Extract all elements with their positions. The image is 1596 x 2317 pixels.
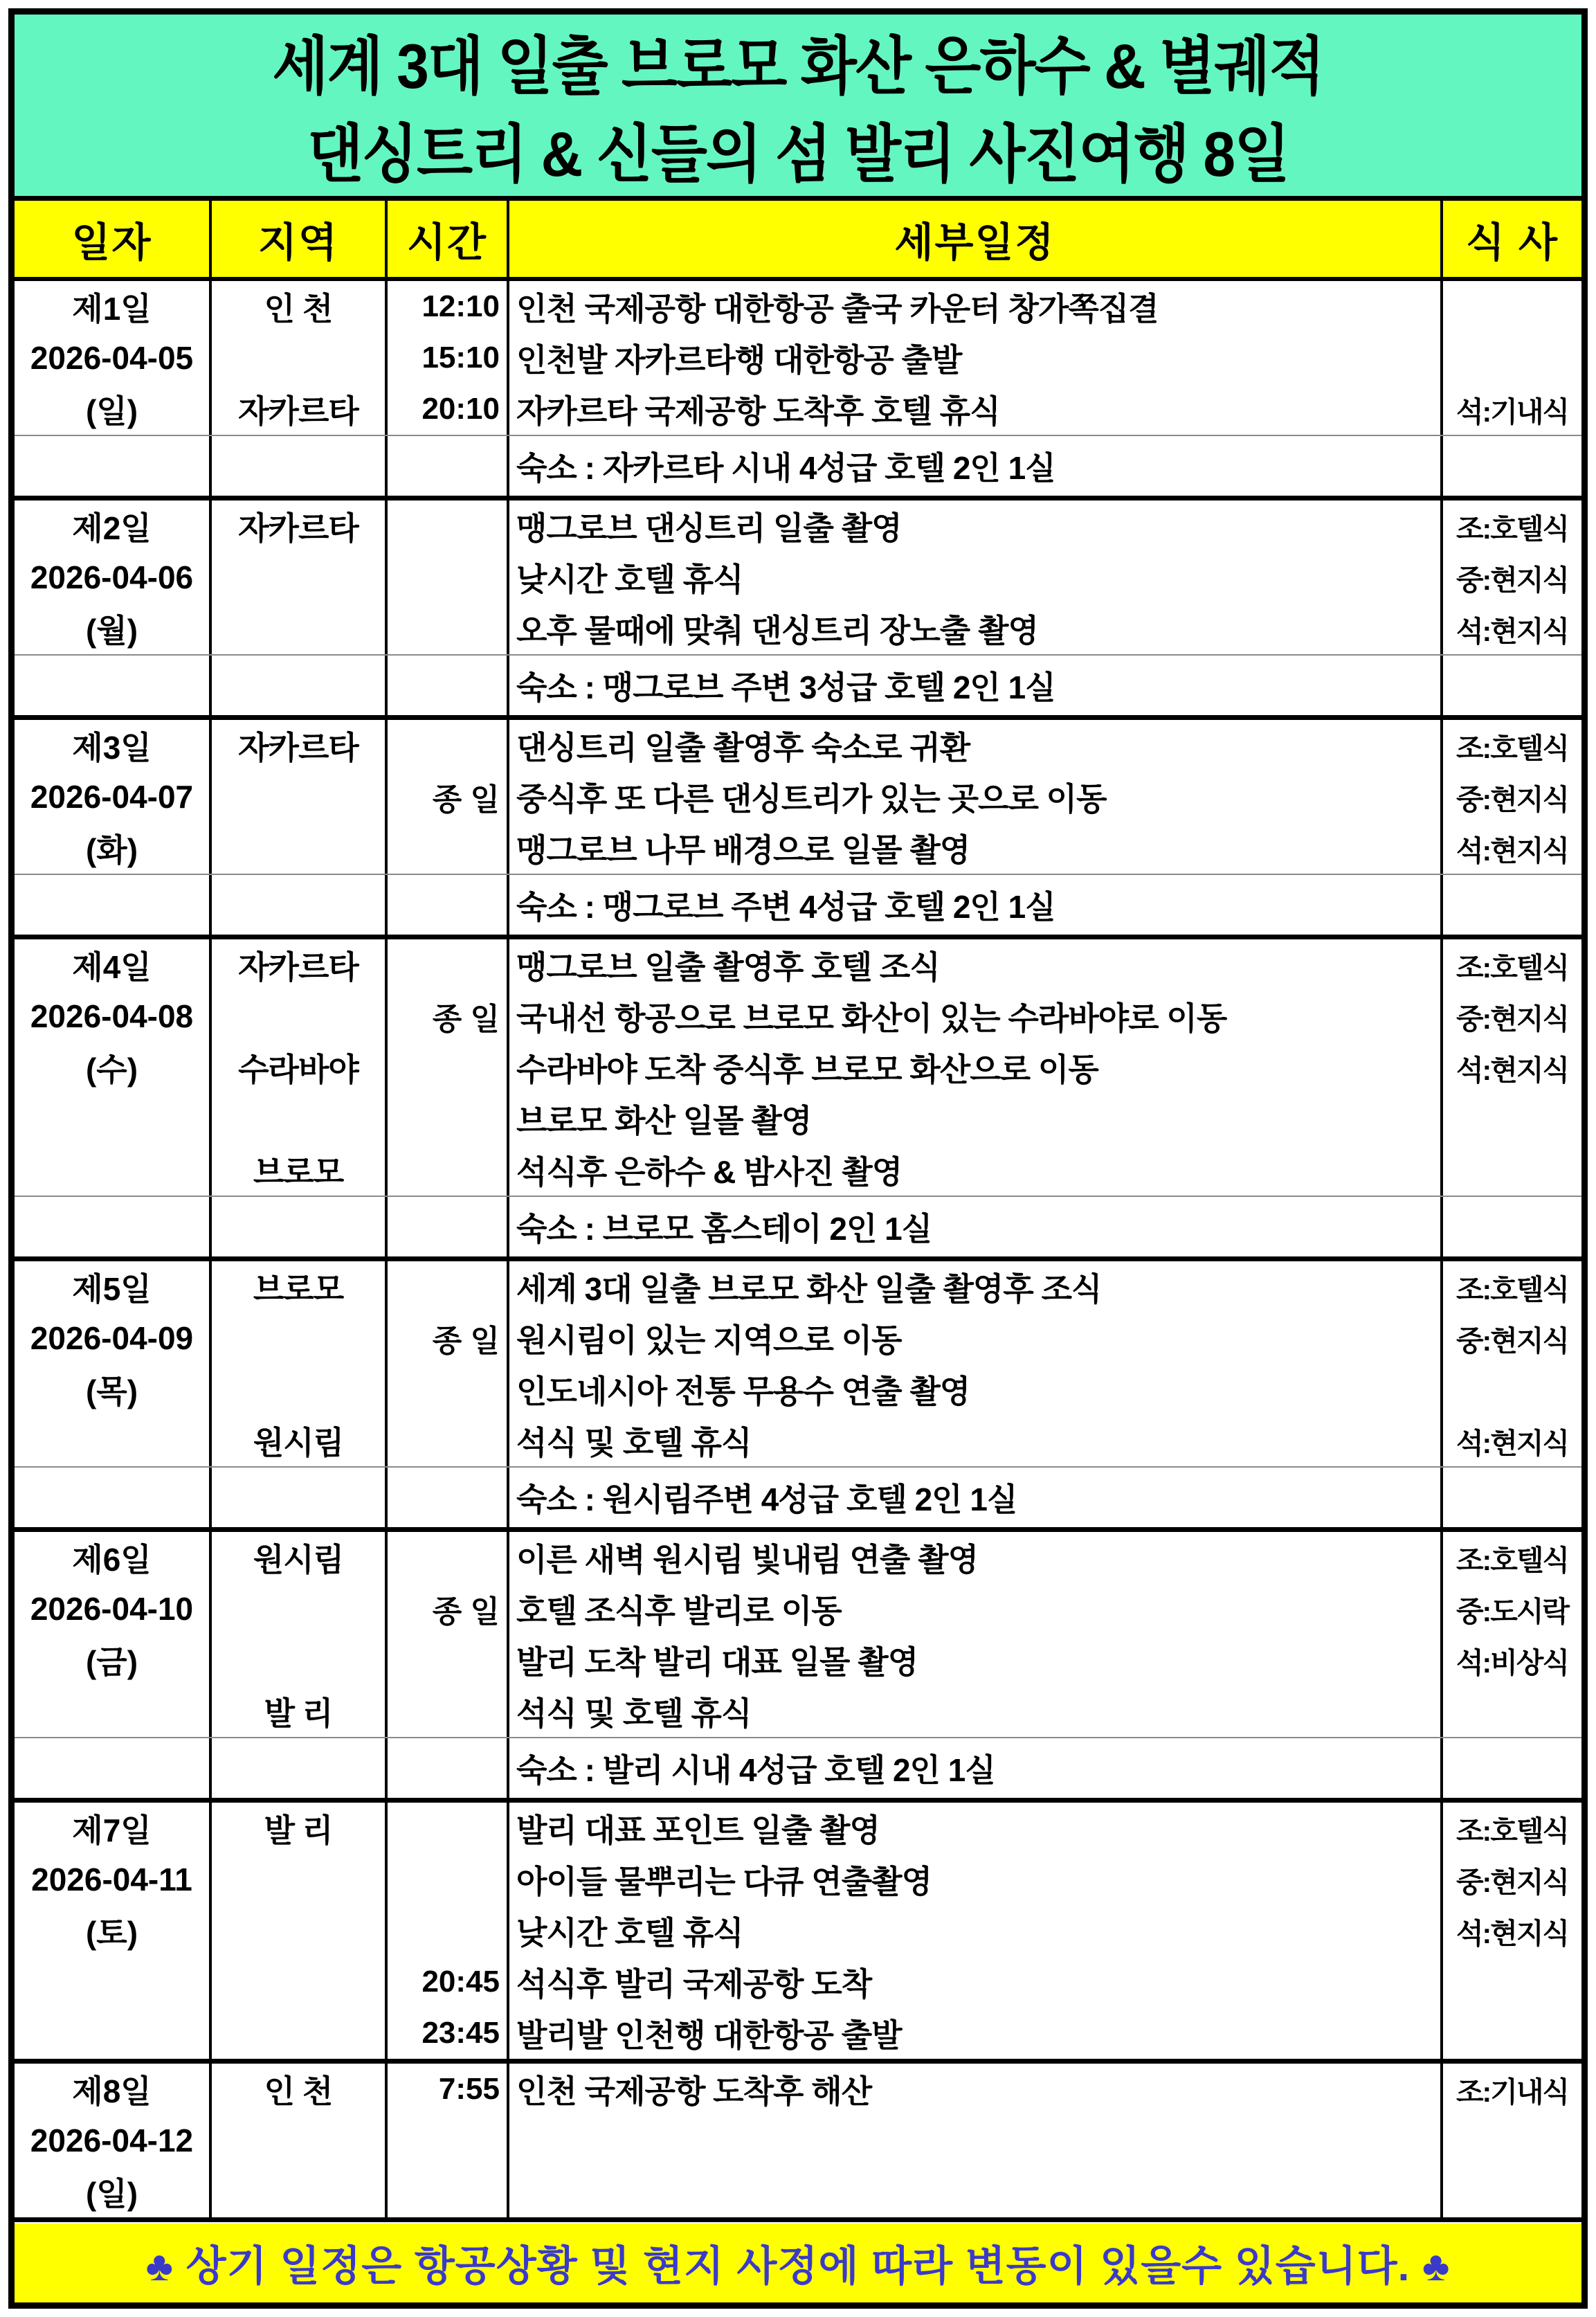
region-label [212,771,385,822]
schedule-cell [507,281,1440,435]
region-label [212,332,385,384]
meal-cell [1440,1532,1581,1737]
date-cell [15,1532,209,1737]
meal-label [1443,2008,1581,2059]
day-row [15,1261,1581,1466]
table-header-row [15,201,1581,281]
schedule-line: 인천 국제공항 도착후 해산 [516,2073,872,2109]
lodging-row [15,874,1581,935]
day-weekday [15,1144,209,1196]
page-title-line-1: 세계 3대 일출 브로모 화산 은하수 & 별궤적 [272,30,1324,101]
schedule-line: 세계 3대 일출 브로모 화산 일출 촬영후 조식 [516,1271,1102,1307]
schedule-line [509,2115,1440,2166]
schedule-line: 인천발 자카르타행 대한항공 출발 [516,342,962,378]
day-date: 2026-04-07 [30,779,194,815]
schedule-line: 발리발 인천행 대한항공 출발 [516,2017,902,2053]
column-header-date: 일자 [71,220,152,265]
meal-label: 석:현지식 [1456,1427,1569,1459]
lodging-empty-meal [1440,1197,1581,1256]
time-cell [385,1803,507,2059]
day-block [15,1803,1581,2064]
region-cell [209,939,385,1196]
lodging-cell [507,1738,1440,1798]
region-label [212,991,385,1042]
schedule-cell [507,939,1440,1196]
day-weekday: (일) [85,393,138,429]
lodging-empty-date [15,656,209,715]
day-row [15,2064,1581,2217]
time-label [388,1634,507,1686]
time-label [388,2115,507,2166]
meal-label: 조:호텔식 [1456,1544,1569,1576]
lodging-empty-time [385,1468,507,1527]
lodging-empty-date [15,875,209,935]
day-block [15,1532,1581,1803]
lodging-cell [507,1197,1440,1256]
time-label [388,1042,507,1093]
region-label: 원시림 [253,1425,344,1461]
schedule-line: 원시림이 있는 지역으로 이동 [516,1322,902,1358]
meal-label: 조:호텔식 [1456,512,1569,545]
lodging-row [15,1466,1581,1527]
schedule-line: 호텔 조식후 발리로 이동 [516,1593,842,1629]
schedule-line: 낮시간 호텔 휴식 [516,1915,743,1951]
meal-cell [1440,1261,1581,1466]
day-label: 제5일 [72,1271,152,1307]
day-label: 제3일 [72,730,152,766]
meal-label: 조:호텔식 [1456,732,1569,764]
lodging-empty-meal [1440,436,1581,496]
column-header-meal: 식 사 [1440,201,1581,277]
day-weekday [15,1686,209,1737]
region-label: 자카르타 [238,510,359,546]
lodging-text: 숙소 : 브로모 홈스테이 2인 1실 [516,1211,932,1247]
lodging-empty-region [209,656,385,715]
meal-label: 석:기내식 [1456,395,1569,428]
time-label: 종 일 [432,1595,500,1629]
date-cell [15,1803,209,2059]
lodging-empty-time [385,1197,507,1256]
time-label: 15:10 [421,341,500,375]
lodging-empty-region [209,1197,385,1256]
schedule-cell [507,1532,1440,1737]
schedule-line: 댄싱트리 일출 촬영후 숙소로 귀환 [516,730,970,766]
meal-label: 석:현지식 [1456,615,1569,647]
schedule-line [509,2166,1440,2217]
day-label: 제4일 [72,949,152,985]
lodging-empty-time [385,656,507,715]
region-label [212,603,385,654]
meal-label [1443,1093,1581,1144]
region-cell [209,2064,385,2217]
schedule-cell [507,720,1440,874]
lodging-empty-time [385,875,507,935]
meal-label [1443,1144,1581,1196]
time-label [388,552,507,603]
region-label: 수라바야 [238,1052,359,1088]
time-label [388,1905,507,1956]
day-weekday: (월) [85,613,138,649]
schedule-line: 석식 및 호텔 휴식 [516,1425,752,1461]
schedule-line: 발리 도착 발리 대표 일몰 촬영 [516,1644,918,1680]
lodging-empty-region [209,1468,385,1527]
schedule-cell [507,1261,1440,1466]
region-label: 브로모 [253,1271,344,1307]
column-header-region: 지역 [209,201,385,277]
region-label [212,1634,385,1686]
meal-label [1443,2115,1581,2166]
region-cell [209,720,385,874]
day-date: 2026-04-10 [30,1591,194,1627]
schedule-line: 중식후 또 다른 댄싱트리가 있는 곳으로 이동 [516,781,1107,817]
day-weekday: (목) [85,1373,138,1409]
time-label [388,1686,507,1737]
time-label: 종 일 [432,1002,500,1036]
schedule-line: 석식후 은하수 & 밤사진 촬영 [516,1154,903,1190]
title-block [15,15,1581,201]
lodging-empty-time [385,436,507,496]
time-label [388,720,507,771]
day-label: 제2일 [72,510,152,546]
time-cell [385,720,507,874]
region-label: 브로모 [253,1154,344,1190]
day-date: 2026-04-06 [30,559,194,595]
time-label: 20:45 [421,1965,500,1999]
day-row [15,281,1581,435]
day-weekday [15,1415,209,1466]
time-label [388,1364,507,1415]
meal-label: 중:현지식 [1456,783,1569,815]
lodging-empty-date [15,1738,209,1798]
schedule-cell [507,501,1440,654]
day-row [15,501,1581,654]
day-row [15,939,1581,1196]
time-label [388,501,507,552]
meal-label [1443,1364,1581,1415]
schedule-line: 인도네시아 전통 무용수 연출 촬영 [516,1373,970,1409]
time-label: 20:10 [421,392,500,426]
region-label: 인 천 [264,291,333,327]
region-label: 자카르타 [238,949,359,985]
lodging-cell [507,436,1440,496]
day-weekday [15,2008,209,2059]
schedule-cell [507,1803,1440,2059]
schedule-line: 이른 새벽 원시림 빛내림 연출 촬영 [516,1542,979,1578]
day-row [15,1803,1581,2059]
day-block [15,720,1581,939]
meal-cell [1440,501,1581,654]
meal-label: 조:호텔식 [1456,1273,1569,1306]
time-label [388,1415,507,1466]
day-weekday: (화) [85,832,138,868]
region-label: 발 리 [264,1812,333,1848]
day-label: 제1일 [72,291,152,327]
time-cell [385,281,507,435]
lodging-empty-meal [1440,1468,1581,1527]
time-label [388,822,507,874]
day-label: 제8일 [72,2073,152,2109]
day-weekday: (수) [85,1052,138,1088]
time-label: 23:45 [421,2016,500,2050]
region-cell [209,1261,385,1466]
lodging-cell [507,656,1440,715]
region-label [212,1854,385,1905]
meal-cell [1440,2064,1581,2217]
time-cell [385,2064,507,2217]
lodging-empty-date [15,436,209,496]
schedule-line: 수라바야 도착 중식후 브로모 화산으로 이동 [516,1052,1098,1088]
time-cell [385,939,507,1196]
region-label [212,1583,385,1634]
lodging-empty-meal [1440,875,1581,935]
day-weekday [15,1093,209,1144]
meal-label [1443,2166,1581,2217]
meal-cell [1440,720,1581,874]
time-label [388,2166,507,2217]
schedule-line: 인천 국제공항 대한항공 출국 카운터 창가쪽집결 [516,291,1159,327]
meal-label [1443,332,1581,384]
lodging-empty-meal [1440,1738,1581,1798]
schedule-line: 자카르타 국제공항 도착후 호텔 휴식 [516,393,1000,429]
meal-cell [1440,281,1581,435]
day-row [15,720,1581,874]
meal-label: 석:현지식 [1456,834,1569,867]
day-date: 2026-04-09 [30,1320,194,1356]
schedule-line: 맹그로브 댄싱트리 일출 촬영 [516,510,902,546]
time-label [388,1261,507,1313]
date-cell [15,1261,209,1466]
region-label [212,822,385,874]
region-label: 자카르타 [238,730,359,766]
meal-label: 조:기내식 [1456,2075,1569,2108]
region-label [212,1093,385,1144]
day-row [15,1532,1581,1737]
lodging-cell [507,875,1440,935]
time-label [388,939,507,991]
day-date: 2026-04-08 [30,998,194,1034]
region-cell [209,501,385,654]
lodging-text: 숙소 : 맹그로브 주변 4성급 호텔 2인 1실 [516,889,1055,925]
date-cell [15,281,209,435]
lodging-row [15,435,1581,496]
time-label [388,1854,507,1905]
schedule-line: 브로모 화산 일몰 촬영 [516,1103,812,1139]
meal-label: 석:현지식 [1456,1917,1569,1949]
region-label: 발 리 [264,1695,333,1731]
day-weekday: (금) [85,1644,138,1680]
meal-label: 중:현지식 [1456,1002,1569,1035]
date-cell [15,939,209,1196]
region-cell [209,1803,385,2059]
region-label [212,2008,385,2059]
meal-label [1443,1686,1581,1737]
schedule-line: 석식후 발리 국제공항 도착 [516,1966,872,2002]
meal-label [1443,281,1581,332]
day-block [15,281,1581,501]
schedule-cell [507,2064,1440,2217]
meal-label: 중:도시락 [1456,1595,1569,1628]
lodging-row [15,1196,1581,1256]
lodging-empty-time [385,1738,507,1798]
day-label: 제6일 [72,1542,152,1578]
region-label [212,2115,385,2166]
meal-cell [1440,1803,1581,2059]
time-cell [385,1532,507,1737]
schedule-line: 낮시간 호텔 휴식 [516,561,743,597]
schedule-line: 오후 물때에 맞춰 댄싱트리 장노출 촬영 [516,613,1038,649]
time-label: 종 일 [432,1324,500,1358]
footer-notice-text: ♣ 상기 일정은 항공상황 및 현지 사정에 따라 변동이 있을수 있습니다. ♣ [145,2243,1451,2289]
day-date: 2026-04-05 [30,340,194,376]
schedule-line: 국내선 항공으로 브로모 화산이 있는 수라바야로 이동 [516,1000,1227,1036]
schedule-table-body [15,281,1581,2224]
meal-label: 중:현지식 [1456,564,1569,596]
region-label [212,1313,385,1364]
schedule-line: 아이들 물뿌리는 다큐 연출촬영 [516,1864,932,1900]
meal-label: 조:호텔식 [1456,1814,1569,1847]
lodging-cell [507,1468,1440,1527]
day-block [15,2064,1581,2222]
region-label: 자카르타 [238,393,359,429]
day-block [15,939,1581,1261]
lodging-empty-date [15,1197,209,1256]
day-weekday [15,1956,209,2008]
day-weekday: (일) [85,2176,138,2212]
meal-cell [1440,939,1581,1196]
time-label: 종 일 [432,783,500,817]
date-cell [15,2064,209,2217]
schedule-line: 발리 대표 포인트 일출 촬영 [516,1812,880,1848]
region-cell [209,1532,385,1737]
lodging-text: 숙소 : 원시림주변 4성급 호텔 2인 1실 [516,1481,1017,1517]
time-label [388,1093,507,1144]
lodging-empty-date [15,1468,209,1527]
time-label [388,1144,507,1196]
date-cell [15,720,209,874]
date-cell [15,501,209,654]
time-label [388,603,507,654]
lodging-row [15,654,1581,715]
schedule-line: 석식 및 호텔 휴식 [516,1695,752,1731]
time-label [388,1803,507,1854]
day-block [15,1261,1581,1532]
region-label: 원시림 [253,1542,344,1578]
time-cell [385,1261,507,1466]
region-label [212,1956,385,2008]
region-label [212,1905,385,1956]
region-label [212,552,385,603]
lodging-text: 숙소 : 맹그로브 주변 3성급 호텔 2인 1실 [516,669,1055,705]
region-cell [209,281,385,435]
lodging-row [15,1737,1581,1798]
lodging-empty-region [209,875,385,935]
lodging-empty-region [209,436,385,496]
time-label: 12:10 [421,289,500,323]
itinerary-board [8,8,1588,2309]
schedule-line: 맹그로브 나무 배경으로 일몰 촬영 [516,832,970,868]
day-weekday: (토) [85,1915,138,1951]
time-label: 7:55 [438,2072,500,2106]
time-label [388,1532,507,1583]
meal-label: 조:호텔식 [1456,951,1569,984]
lodging-empty-region [209,1738,385,1798]
meal-label [1443,1956,1581,2008]
day-label: 제7일 [72,1812,152,1848]
meal-label: 석:현지식 [1456,1054,1569,1086]
day-date: 2026-04-12 [30,2122,194,2158]
lodging-text: 숙소 : 자카르타 시내 4성급 호텔 2인 1실 [516,450,1055,486]
schedule-line: 맹그로브 일출 촬영후 호텔 조식 [516,949,940,985]
region-label: 인 천 [264,2073,333,2109]
day-block [15,501,1581,720]
region-label [212,1364,385,1415]
column-header-time: 시간 [385,201,507,277]
meal-label: 중:현지식 [1456,1866,1569,1898]
column-header-schedule: 세부일정 [507,201,1440,277]
page-title-line-2: 댄싱트리 & 신들의 섬 발리 사진여행 8일 [307,119,1289,190]
lodging-text: 숙소 : 발리 시내 4성급 호텔 2인 1실 [516,1752,995,1788]
region-label [212,2166,385,2217]
meal-label: 중:현지식 [1456,1324,1569,1357]
time-cell [385,501,507,654]
day-date: 2026-04-11 [31,1861,192,1897]
lodging-empty-meal [1440,656,1581,715]
footer-notice-bar [15,2224,1581,2302]
meal-label: 석:비상식 [1456,1646,1569,1679]
